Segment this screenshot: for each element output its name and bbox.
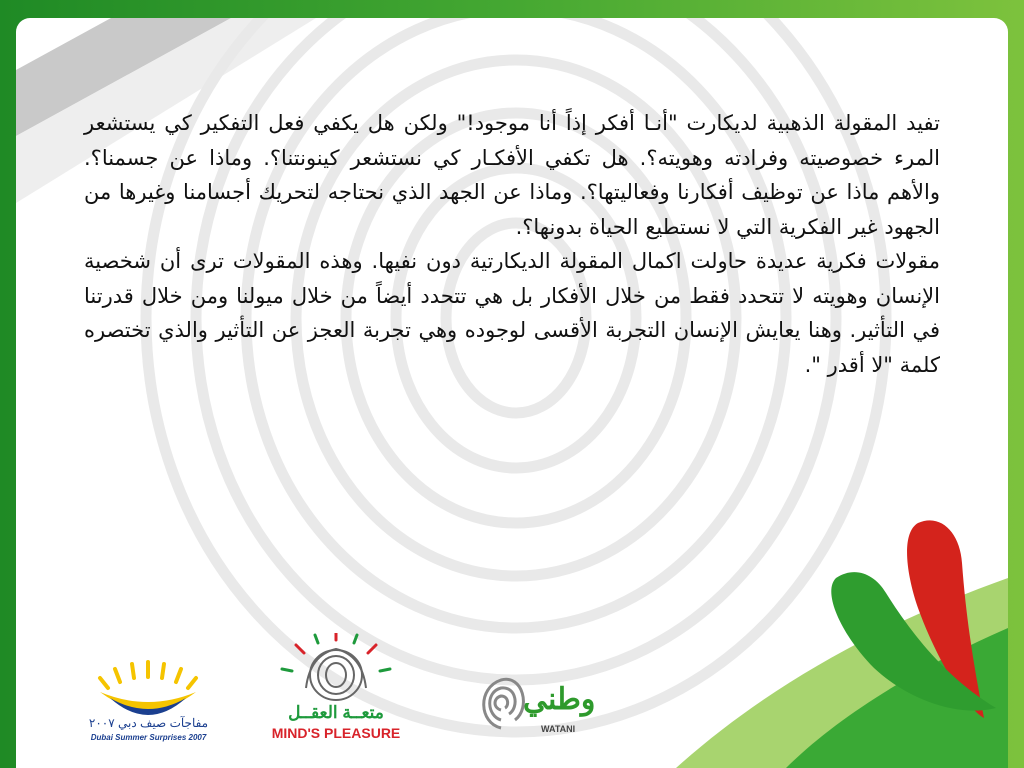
watani-arabic-caption: وطني xyxy=(523,683,596,716)
dss-english-caption: Dubai Summer Surprises 2007 xyxy=(90,733,207,742)
minds-english-caption: MIND'S PLEASURE xyxy=(271,725,401,741)
minds-arabic-caption: متعــة العقــل xyxy=(288,703,384,722)
paragraph-influence: مقولات فكرية عديدة حاولت اكمال المقولة الديكارتية دون نفيها. وهذه المقولات ترى أن شخصية الإنسان وهويته لا تتحدد فقط من خلال الأفكار بل هي تتحدد أيضاً من خلال ميولنا ومن خلال قدرتنا في التأثير. وهنا يعايش الإنسان التجربة الأقسى لوجوده وهي تجربة العجز عن التأثير والذي تختصره كلمة "لا أقدر ". xyxy=(84,249,940,377)
slide-panel xyxy=(16,18,1008,768)
paragraph-descartes: تفيد المقولة الذهبية لديكارت "أنـا أفكر إذاً أنا موجود!" ولكن هل يكفي فعل التفكير كي يستشعر المرء خصوصيته وفرادته وهويته؟. هل تكفي الأفكـار كي نستشعر كينونتنا؟. وماذا عن جسمنا؟. والأهم ماذا عن توظيف أفكارنا وفعاليتها؟. وماذا عن الجهد الذي نحتاجه لتحريك أجسامنا وغيرها من الجهود غير الفكرية التي لا نستطيع الحياة بدونها؟. xyxy=(84,111,940,239)
slide-body-text xyxy=(84,106,940,382)
minds-pleasure-logo xyxy=(236,633,436,743)
dss-sun-icon xyxy=(86,658,211,718)
dss-logo xyxy=(86,658,211,748)
watani-english-caption: WATANI xyxy=(541,724,576,734)
watani-fingerprint-icon xyxy=(471,668,531,738)
watani-logo xyxy=(471,668,611,748)
minds-fingerprint-icon xyxy=(236,633,436,703)
dss-arabic-caption: مفاجآت صيف دبي ٢٠٠٧ xyxy=(88,716,209,730)
